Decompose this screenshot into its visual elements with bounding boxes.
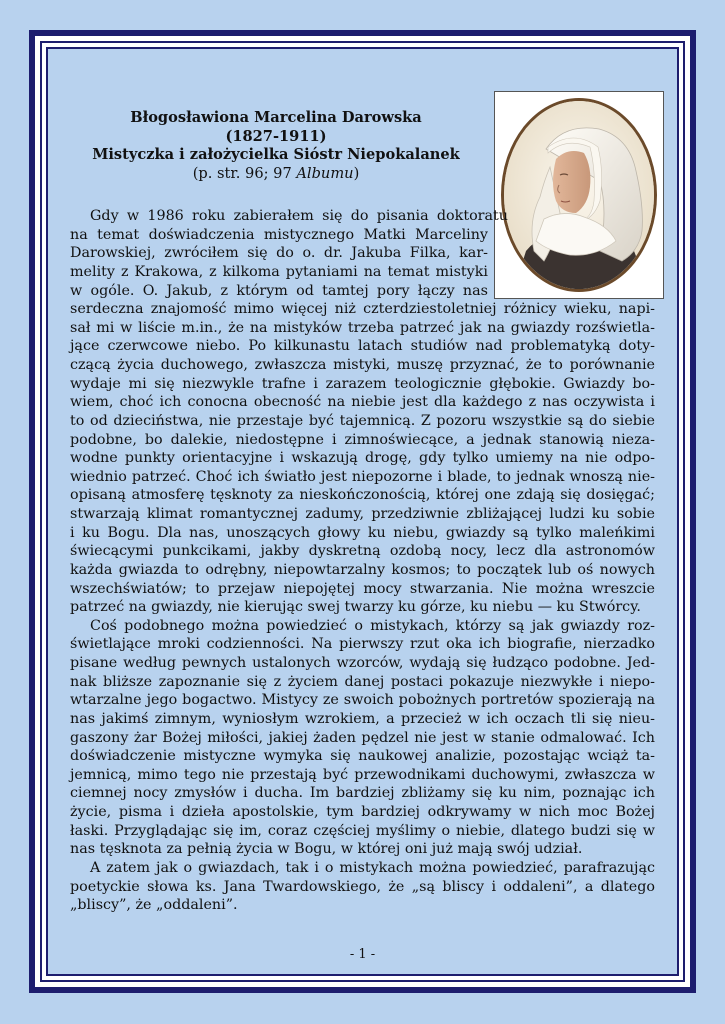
text-line: wiednio patrzeć. Choć ich światło jest niepozorne i blade, to jednak wnoszą nie- [70,468,655,485]
document-title: Błogosławiona Marcelina Darowska [130,109,422,126]
text-line: serdeczna znajomość mimo więcej niż czterdziestoletniej różnicy wieku, napi- [70,301,655,318]
text-line: czącą życia duchowego, zwłaszcza mistyki, muszę przyznać, że to porównanie [70,357,655,373]
text-line: „bliscy”, że „oddaleni”. [70,897,238,914]
body-text [70,207,655,915]
text-line: nas jakimś zimnym, wyniosłym wzrokiem, a przecież w ich oczach tli się nieu- [70,710,655,727]
text-line: każda gwiazda to odrębny, niepowtarzalny kosmos; to początek lub oś nowych [70,561,655,578]
text-line: wtarzalne jego bogactwo. Mistycy ze swoich pobożnych portretów spozierają na [70,692,655,709]
text-line: w ogóle. O. Jakub, z którym od tamtej pory łączy nas [70,282,488,299]
text-line: wszechświatów; to przejaw niepojętej mocy stwarzania. Nie można wreszcie [70,580,655,597]
text-line: doświadczenie mistyczne wymyka się naukowej analizie, pozostając wciąż ta- [70,748,655,765]
text-line: patrzeć na gwiazdy, nie kierując swej twarzy ku górze, ku niebu — ku Stwórcy. [70,599,641,616]
text-line: gaszony żar Bożej miłości, jakiej żaden pędzel nie jest w stanie odmalować. Ich [70,729,655,746]
text-line: wodne punkty orientacyjne i wskazują drogę, gdy tylko umiemy na nie odpo- [70,450,655,467]
text-line: opisaną atmosferę tęsknoty za nieskończonością, której one zdają się dosięgać; [70,487,655,504]
text-line: życie, pisma i dzieła apostolskie, tym bardziej odkrywamy w nich moc Bożej [70,804,655,820]
text-line: Coś podobnego można powiedzieć o mistykach, którzy są jak gwiazdy roz- [90,617,655,634]
text-line: Darowskiej, zwróciłem się do o. dr. Jakuba Filka, kar- [70,245,488,262]
page-number: - 1 - [349,947,376,962]
text-line: i ku Bogu. Dla nas, unoszących głowy ku niebu, gwiazdy są tylko maleńkimi [70,524,655,541]
text-line: ciemnej nocy zmysłów i ducha. Im bardziej zbliżamy się ku nim, poznając ich [70,785,655,802]
text-line: świetlające mroki codzienności. Na pierwszy rzut oka ich biografie, nierzadko [70,636,655,653]
album-reference-suffix: ) [353,164,360,182]
text-line: poetyckie słowa ks. Jana Twardowskiego, że „są bliscy i oddaleni”, a dlatego [70,878,655,895]
text-line: jemnicą, mimo tego nie przestają być przewodnikami duchowymi, zwłaszcza w [70,766,655,783]
text-line: na temat doświadczenia mistycznego Matki Marceliny [70,226,488,243]
text-line: łaski. Przyglądając się im, coraz częściej myślimy o niebie, dlatego budzi się w [70,822,655,839]
text-line: sał mi w liście m.in., że na mistyków trzeba patrzeć jak na gwiazdy rozświetla- [70,319,655,336]
document-subtitle: Mistyczka i założycielka Sióstr Niepokalanek [92,146,460,163]
text-line: jące czerwcowe niebo. Po kilkunastu latach studiów nad problematyką doty- [70,338,655,355]
document-header [60,109,492,183]
album-reference [60,165,492,184]
text-line: Gdy w 1986 roku zabierałem się do pisania doktoratu [90,208,508,224]
text-line: wydaje mi się niezwykle trafne i zarazem teologicznie głębokie. Gwiazdy bo- [70,375,655,392]
text-line: A zatem jak o gwiazdach, tak i o mistykach można powiedzieć, parafrazując [90,859,655,876]
text-line: nak bliższe zapoznanie się z życiem danej postaci pokazuje niezwykłe i niepo- [70,673,655,690]
text-line: podobne, bo dalekie, niedostępne i zimnoświecące, a jednak stanowią nieza- [70,431,655,448]
text-line: to od dzieciństwa, nie przestaje być tajemnicą. Z pozoru wszystkie są do siebie [70,412,655,429]
text-line: melity z Krakowa, z kilkoma pytaniami na temat mistyki [70,263,488,280]
document-dates: (1827-1911) [225,127,327,145]
text-line: wiem, choć ich conocna obecność na niebie jest dla każdego z nas oczywista i [70,394,655,411]
text-line: nas tęsknota za pełnią życia w Bogu, w której oni już mają swój udział. [70,841,583,858]
album-reference-prefix: (p. str. 96; 97 [192,164,297,182]
text-line: pisane według pewnych ustalonych wzorców, wydają się łudząco podobne. Jed- [70,655,655,671]
album-reference-italic: Albumu [296,164,354,182]
text-line: stwarzają klimat romantycznej zadumy, przedziwnie zbliżającej ludzi ku sobie [70,506,655,522]
text-line: świecącymi punkcikami, jakby dyskretną ozdobą nocy, lecz dla astronomów [70,543,655,560]
